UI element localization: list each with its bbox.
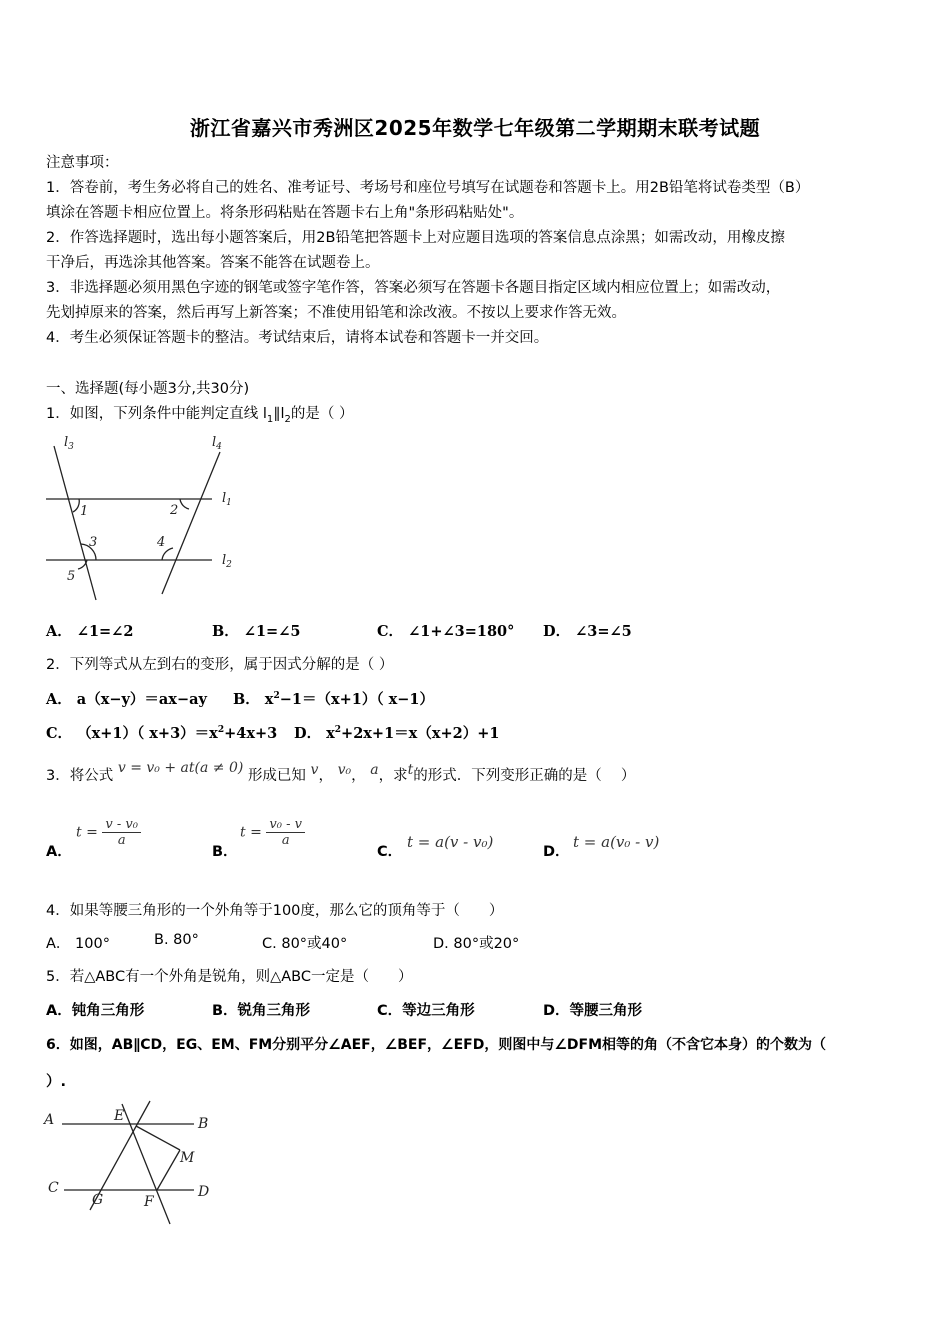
q3-option-c-label[interactable]: C． bbox=[377, 844, 403, 860]
q2-option-c[interactable]: C． （x+1）（ $x+3)=x^2+4x+3$ bbox=[46, 725, 278, 742]
line-em bbox=[136, 1126, 180, 1150]
label-l2: $l_2$ bbox=[222, 553, 232, 570]
q5-option-a[interactable]: A．钝角三角形 bbox=[46, 1003, 145, 1019]
q3-option-b-label[interactable]: B． bbox=[212, 844, 238, 860]
q5-option-b[interactable]: B．锐角三角形 bbox=[212, 1003, 311, 1019]
q3-option-d-label[interactable]: D． bbox=[543, 844, 570, 860]
q3-formula: v = v₀ + at(a ≠ 0) bbox=[117, 760, 244, 776]
label-e: E bbox=[114, 1108, 125, 1124]
label-angle-2: 2 bbox=[170, 503, 179, 518]
notice-line-3: 2．作答选择题时，选出每小题答案后，用2B铅笔把答题卡上对应题目选项的答案信息点涂黑；如需改动，用橡皮擦 bbox=[46, 230, 785, 246]
label-b: B bbox=[198, 1116, 209, 1132]
label-l1: $l_1$ bbox=[222, 491, 232, 508]
q3-option-c[interactable]: t = a(v - v₀) bbox=[407, 833, 494, 851]
angle-arc-1 bbox=[73, 499, 79, 512]
notice-heading: 注意事项： bbox=[46, 155, 119, 171]
q3-option-b[interactable]: t = $\frac{\text{v₀ - v}}{a}$ bbox=[240, 817, 305, 848]
label-angle-3: 3 bbox=[89, 535, 98, 550]
q3-option-d[interactable]: t = a(v₀ - v) bbox=[573, 833, 660, 851]
angle-arc-2 bbox=[180, 499, 189, 509]
q6-figure bbox=[40, 1098, 230, 1228]
label-m: M bbox=[180, 1150, 195, 1166]
q1-figure bbox=[40, 428, 240, 606]
q1-option-c[interactable]: C． ∠1+∠3=180° bbox=[377, 623, 515, 640]
q2-option-b[interactable]: B． $x^2-1=(x+1)$（ x−1） bbox=[233, 691, 435, 708]
q3-stem: 3．将公式 v = v₀ + at(a ≠ 0) 形成已知 v， v₀， a，求t的形式．下列变形正确的是（ ） bbox=[46, 760, 636, 784]
line-l4 bbox=[162, 452, 220, 594]
q6-stem-line-1: 6．如图，AB∥CD，EG、EM、FM分别平分∠AEF，∠BEF，∠EFD，则图中与∠DFM相等的角（不含它本身）的个数为（ bbox=[46, 1037, 827, 1053]
q3-option-a-label[interactable]: A． bbox=[46, 844, 72, 860]
label-c: C bbox=[48, 1180, 59, 1196]
q4-stem: 4．如果等腰三角形的一个外角等于100度，那么它的顶角等于（ ） bbox=[46, 903, 504, 919]
label-angle-4: 4 bbox=[157, 535, 166, 550]
line-fm bbox=[157, 1150, 180, 1190]
section-heading: 一、选择题(每小题3分,共30分) bbox=[46, 381, 250, 397]
label-g: G bbox=[92, 1192, 104, 1208]
label-angle-5: 5 bbox=[67, 569, 76, 584]
q2-option-a[interactable]: A． a（x−y）＝ax−ay bbox=[46, 691, 207, 708]
notice-line-2: 填涂在答题卡相应位置上。将条形码粘贴在答题卡右上角"条形码粘贴处"。 bbox=[46, 205, 524, 221]
q6-stem-line-2: ）. bbox=[46, 1074, 67, 1090]
notice-line-1: 1．答卷前，考生务必将自己的姓名、准考证号、考场号和座位号填写在试题卷和答题卡上。用2B铅笔将试卷类型（B） bbox=[46, 180, 810, 196]
page-title: 浙江省嘉兴市秀洲区2025年数学七年级第二学期期末联考试题 bbox=[189, 116, 761, 140]
notice-line-5: 3．非选择题必须用黑色字迹的钢笔或签字笔作答，答案必须写在答题卡各题目指定区域内相应位置上；如需改动， bbox=[46, 280, 781, 296]
label-l3: $l_3$ bbox=[64, 435, 74, 452]
q3-option-a[interactable]: t = $\frac{\text{v - v₀}}{a}$ bbox=[76, 817, 141, 848]
q5-option-c[interactable]: C．等边三角形 bbox=[377, 1003, 475, 1019]
q4-option-a[interactable]: A． 100° bbox=[46, 936, 110, 952]
q1-stem: 1．如图，下列条件中能判定直线 $l_1\parallel l_2$的是（ ） bbox=[46, 406, 354, 425]
q4-option-b[interactable]: B. 80° bbox=[154, 932, 199, 948]
q1-option-a[interactable]: A． ∠1=∠2 bbox=[46, 623, 134, 640]
label-l4: $l_4$ bbox=[212, 435, 222, 452]
label-f: F bbox=[144, 1194, 154, 1210]
label-angle-1: 1 bbox=[80, 504, 89, 519]
q1-option-b[interactable]: B． ∠1=∠5 bbox=[212, 623, 301, 640]
notice-line-7: 4．考生必须保证答题卡的整洁。考试结束后，请将本试卷和答题卡一并交回。 bbox=[46, 330, 549, 346]
notice-line-6: 先划掉原来的答案，然后再写上新答案；不准使用铅笔和涂改液。不按以上要求作答无效。 bbox=[46, 305, 626, 321]
q4-option-d[interactable]: D. 80°或20° bbox=[433, 936, 520, 952]
q2-option-d[interactable]: D． $x^2+2x+1=x(x+2)+1$ bbox=[294, 725, 500, 742]
label-a: A bbox=[44, 1112, 55, 1128]
q4-option-c[interactable]: C. 80°或40° bbox=[262, 936, 348, 952]
q2-stem: 2．下列等式从左到右的变形，属于因式分解的是（ ） bbox=[46, 657, 394, 673]
notice-line-4: 干净后，再选涂其他答案。答案不能答在试题卷上。 bbox=[46, 255, 380, 271]
q1-option-d[interactable]: D． ∠3=∠5 bbox=[543, 623, 632, 640]
q5-option-d[interactable]: D．等腰三角形 bbox=[543, 1003, 643, 1019]
q5-stem: 5．若△ABC有一个外角是锐角，则△ABC一定是（ ） bbox=[46, 969, 413, 985]
label-d: D bbox=[198, 1184, 210, 1200]
